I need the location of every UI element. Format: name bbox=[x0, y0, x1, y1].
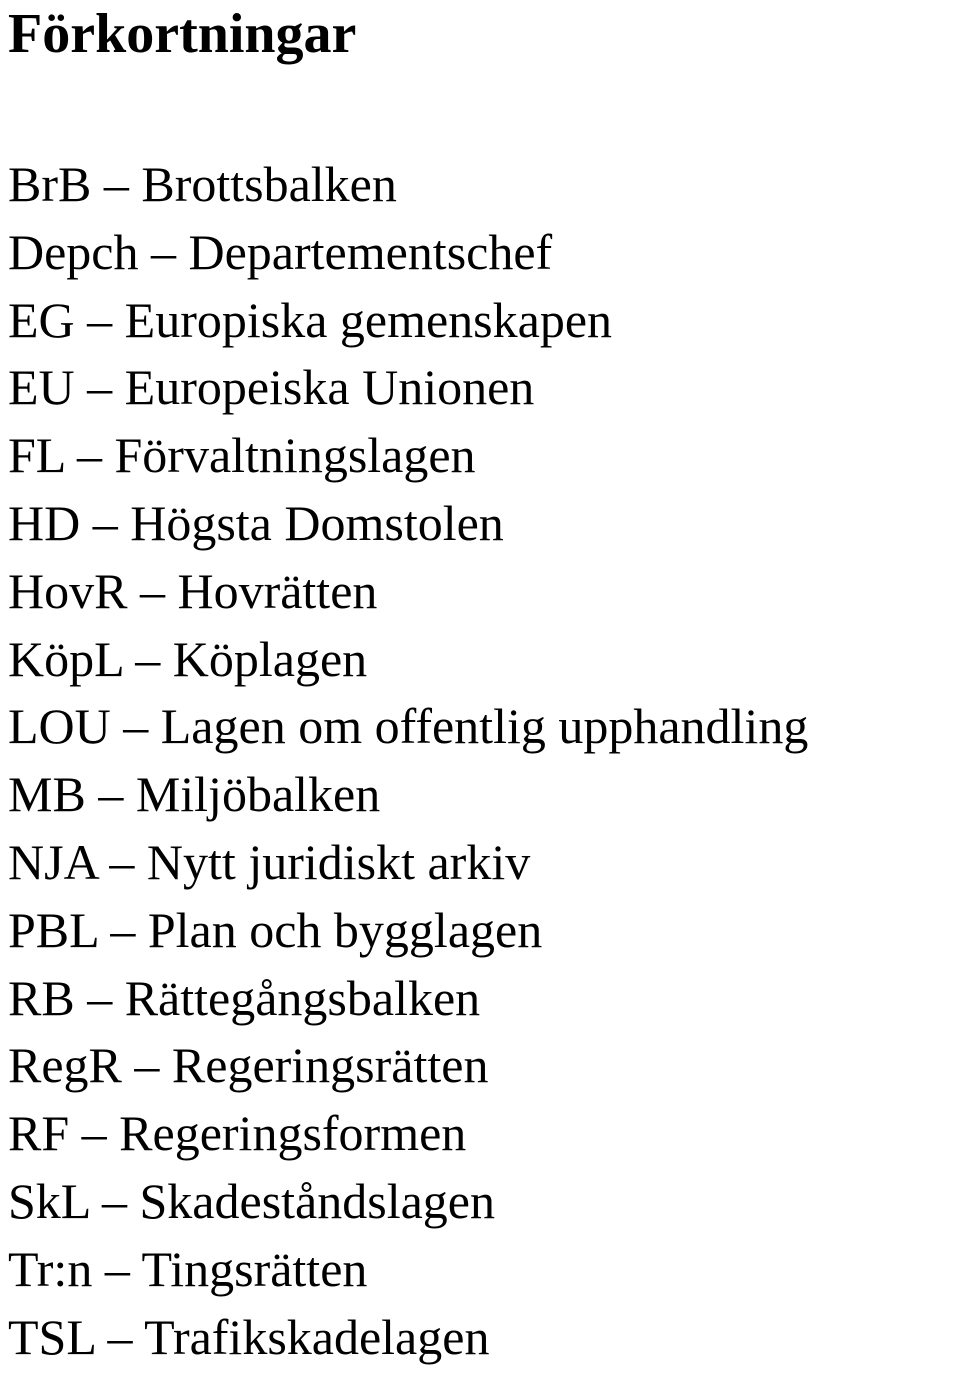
list-item bbox=[8, 1236, 808, 1304]
list-item bbox=[8, 151, 808, 219]
abbreviation-code: KöpL bbox=[8, 630, 123, 687]
list-item bbox=[8, 1032, 808, 1100]
abbreviation-code: HD bbox=[8, 494, 81, 551]
abbreviation-separator: – bbox=[104, 1240, 130, 1297]
abbreviation-separator: – bbox=[151, 223, 176, 280]
abbreviation-meaning: Regeringsformen bbox=[119, 1105, 467, 1162]
abbreviation-separator: – bbox=[81, 1105, 107, 1162]
abbreviation-separator: – bbox=[107, 1308, 133, 1365]
abbreviation-separator: – bbox=[87, 969, 113, 1026]
abbreviation-separator: – bbox=[77, 427, 102, 484]
abbreviation-code: RF bbox=[8, 1105, 70, 1162]
abbreviation-meaning: Regeringsrätten bbox=[171, 1037, 489, 1094]
abbreviation-meaning: Högsta Domstolen bbox=[130, 494, 504, 551]
page-title: Förkortningar bbox=[8, 3, 357, 65]
list-item bbox=[8, 354, 808, 422]
abbreviation-meaning: Köplagen bbox=[172, 630, 368, 687]
abbreviation-meaning: Rättegångsbalken bbox=[124, 969, 481, 1026]
list-item bbox=[8, 1168, 808, 1236]
list-item bbox=[8, 1304, 808, 1372]
abbreviation-separator: – bbox=[102, 1172, 127, 1229]
abbreviation-code: RB bbox=[8, 969, 75, 1026]
abbreviation-separator: – bbox=[134, 1037, 160, 1094]
list-item bbox=[8, 965, 808, 1033]
list-item bbox=[8, 693, 808, 761]
abbreviation-code: BrB bbox=[8, 156, 92, 212]
abbreviation-meaning: Europeiska Unionen bbox=[124, 359, 535, 416]
list-item bbox=[8, 219, 808, 287]
list-item bbox=[8, 829, 808, 897]
abbreviation-separator: – bbox=[123, 698, 149, 755]
list-item bbox=[8, 626, 808, 694]
abbreviation-separator: – bbox=[139, 562, 165, 619]
abbreviation-meaning: Europiska gemenskapen bbox=[124, 291, 613, 348]
abbreviation-meaning: Brottsbalken bbox=[141, 156, 397, 212]
abbreviation-separator: – bbox=[87, 359, 113, 416]
abbreviation-code: HovR bbox=[8, 562, 128, 619]
list-item bbox=[8, 490, 808, 558]
list-item bbox=[8, 761, 808, 829]
list-item bbox=[8, 287, 808, 355]
abbreviation-code: TSL bbox=[8, 1308, 96, 1365]
abbreviation-meaning: Trafikskadelagen bbox=[144, 1308, 490, 1365]
abbreviation-code: SkL bbox=[8, 1172, 90, 1229]
abbreviation-separator: – bbox=[110, 901, 136, 958]
abbreviation-code: EG bbox=[8, 291, 75, 348]
abbreviation-code: NJA bbox=[8, 833, 97, 890]
list-item bbox=[8, 558, 808, 626]
abbreviation-code: Depch bbox=[8, 223, 139, 280]
abbreviation-separator: – bbox=[98, 766, 124, 823]
abbreviation-code: Tr:n bbox=[8, 1240, 93, 1297]
abbreviation-separator: – bbox=[103, 156, 129, 212]
abbreviation-meaning: Plan och bygglagen bbox=[147, 901, 543, 958]
abbreviation-meaning: Skadeståndslagen bbox=[139, 1172, 495, 1229]
abbreviation-meaning: Departementschef bbox=[188, 223, 553, 280]
abbreviation-separator: – bbox=[87, 291, 113, 348]
abbreviation-code: RegR bbox=[8, 1037, 122, 1094]
abbreviation-code: FL bbox=[8, 427, 65, 484]
abbreviation-separator: – bbox=[109, 833, 135, 890]
abbreviation-meaning: Nytt juridiskt arkiv bbox=[146, 833, 531, 890]
list-item bbox=[8, 897, 808, 965]
abbreviation-meaning: Lagen om offentlig upphandling bbox=[160, 698, 809, 755]
abbreviation-meaning: Tingsrätten bbox=[141, 1240, 368, 1297]
abbreviation-code: MB bbox=[8, 766, 86, 823]
list-item bbox=[8, 422, 808, 490]
abbreviation-code: LOU bbox=[8, 698, 111, 755]
abbreviation-code: PBL bbox=[8, 901, 98, 958]
abbreviation-code: EU bbox=[8, 359, 75, 416]
abbreviation-separator: – bbox=[92, 494, 118, 551]
list-item bbox=[8, 1100, 808, 1168]
abbreviation-list bbox=[8, 151, 808, 1371]
abbreviation-meaning: Förvaltningslagen bbox=[114, 427, 476, 484]
abbreviation-meaning: Hovrätten bbox=[177, 562, 378, 619]
abbreviation-separator: – bbox=[135, 630, 161, 687]
abbreviation-meaning: Miljöbalken bbox=[135, 766, 381, 823]
